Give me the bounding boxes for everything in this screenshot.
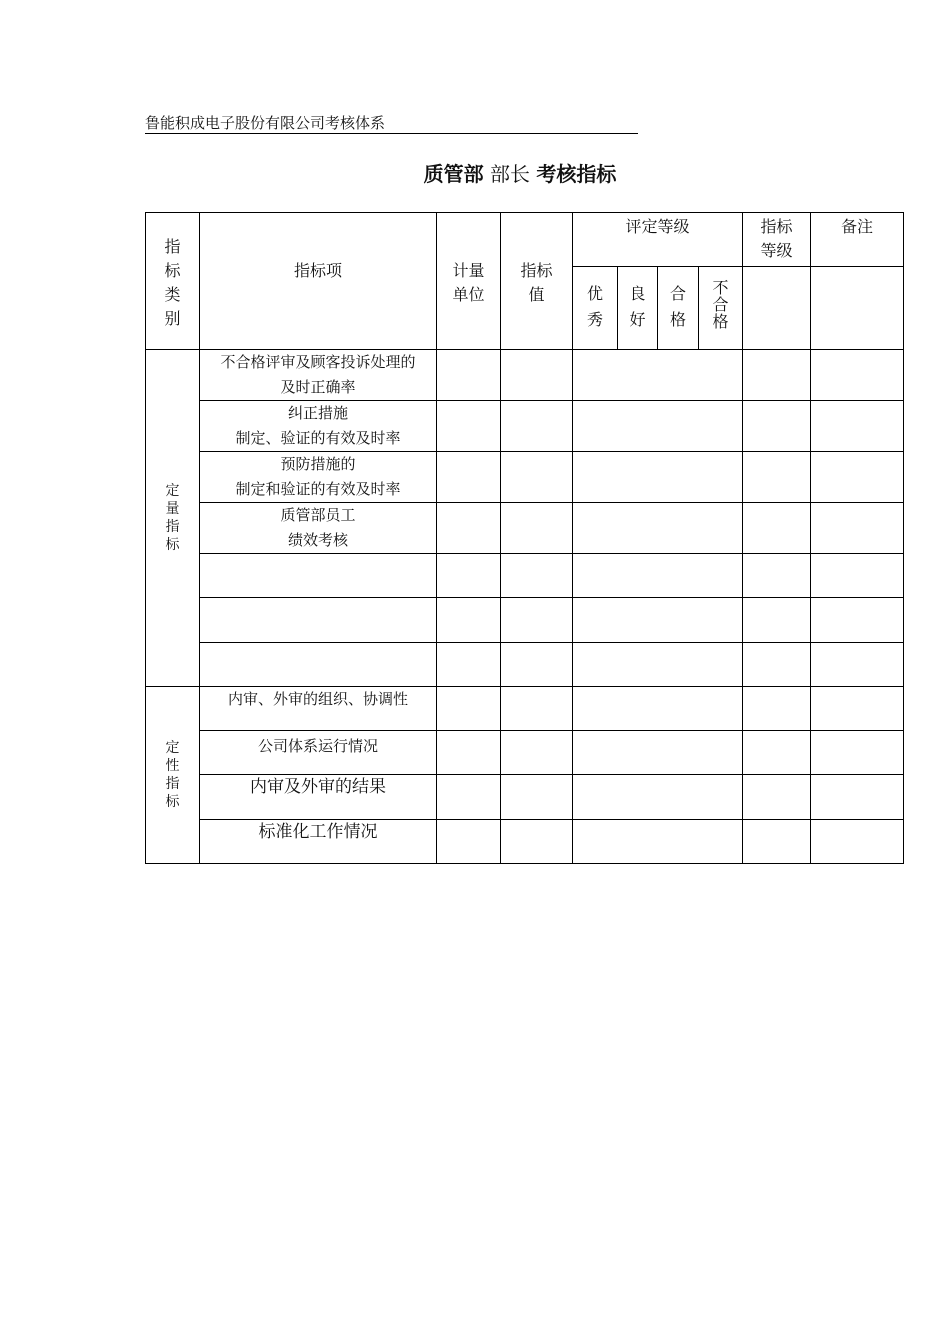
quantitative-item [200, 452, 437, 503]
item-line: 纠正措施 [287, 404, 348, 422]
title-subject: 考核指标 [536, 162, 617, 186]
quantitative-item [200, 350, 437, 401]
header-value: 指标值 [501, 213, 573, 350]
item-line: 不合格评审及顾客投诉处理的 [220, 353, 416, 371]
item-line: 制定和验证的有效及时率 [235, 480, 401, 498]
assessment-table [145, 212, 904, 864]
title-dept: 质管部 [423, 162, 484, 186]
qualitative-item: 标准化工作情况 [200, 820, 437, 864]
category-qualitative: 定性指标 [146, 687, 200, 864]
grade-good: 良好 [618, 267, 658, 350]
item-line: 及时正确率 [280, 378, 356, 396]
grade-excellent: 优秀 [573, 267, 618, 350]
quantitative-item [200, 401, 437, 452]
empty-item [200, 598, 437, 643]
remark-cell [811, 267, 904, 350]
header-rating: 评定等级 [573, 213, 743, 267]
empty-item [200, 554, 437, 598]
item-line: 绩效考核 [287, 531, 348, 549]
company-header: 鲁能积成电子股份有限公司考核体系 [145, 114, 638, 134]
item-line: 质管部员工 [280, 506, 356, 524]
empty-item [200, 643, 437, 687]
header-unit: 计量单位 [437, 213, 501, 350]
qualitative-item: 内审及外审的结果 [200, 775, 437, 820]
grade-pass: 合格 [658, 267, 699, 350]
qualitative-item: 公司体系运行情况 [200, 731, 437, 775]
quantitative-item [200, 503, 437, 554]
header-item: 指标项 [200, 213, 437, 350]
header-level: 指标等级 [743, 213, 811, 267]
category-quantitative: 定量指标 [146, 350, 200, 687]
header-remark: 备注 [811, 213, 904, 267]
page-title [0, 160, 950, 188]
header-category: 指标类别 [146, 213, 200, 350]
qualitative-item: 内审、外审的组织、协调性 [200, 687, 437, 731]
item-line: 制定、验证的有效及时率 [235, 429, 401, 447]
grade-fail: 不合格 [699, 267, 743, 350]
item-line: 预防措施的 [280, 455, 356, 473]
level-cell [743, 267, 811, 350]
title-role: 部长 [490, 162, 530, 186]
